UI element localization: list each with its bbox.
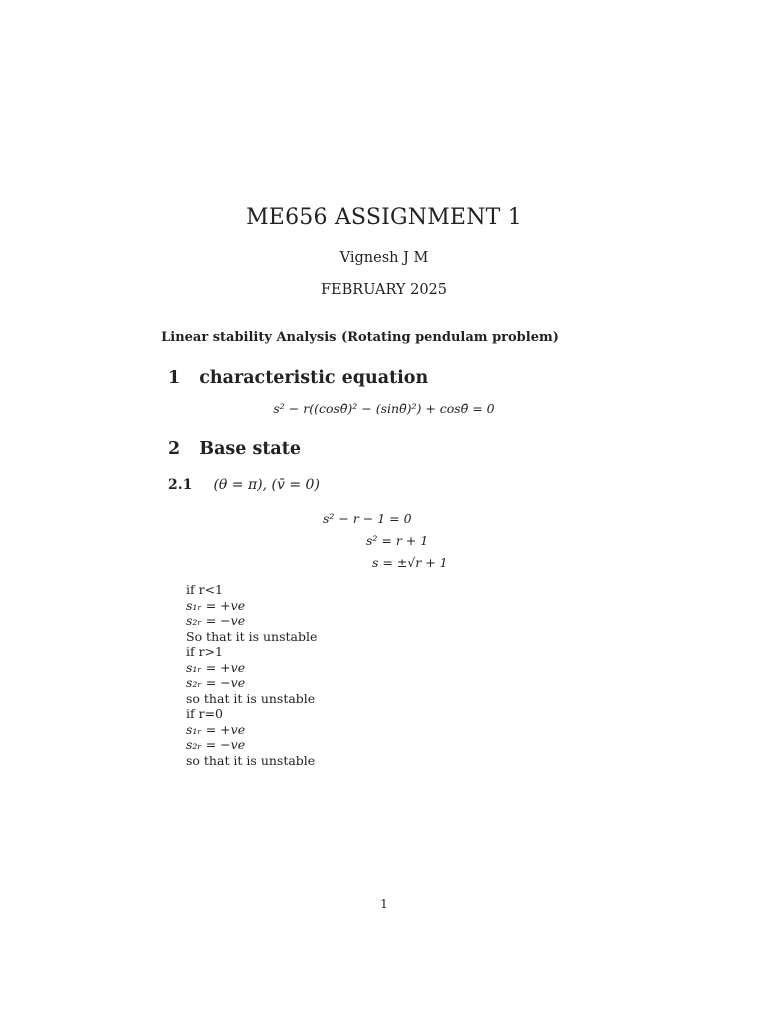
document-title: ME656 ASSIGNMENT 1 xyxy=(246,205,522,230)
subsection-2-1-heading xyxy=(168,474,320,493)
document-date: FEBRUARY 2025 xyxy=(320,282,448,298)
subsection-2-1-number: 2.1 xyxy=(168,477,193,493)
section-2-number: 2 xyxy=(168,439,181,459)
equation-3: s = ±√r + 1 xyxy=(372,555,448,570)
author-name: Vignesh J M xyxy=(339,250,429,266)
section-1-title: characteristic equation xyxy=(199,368,429,388)
abstract-heading-text: Linear stability Analysis (Rotating pendulam problem) xyxy=(161,330,559,345)
characteristic-equation: s² − r((cosθ̄)² − (sinθ̄)²) + cosθ̄ = 0 xyxy=(273,401,495,416)
page-number: 1 xyxy=(380,897,388,911)
case-1-conclusion: So that it is unstable xyxy=(186,628,318,644)
case-1-condition: if r<1 xyxy=(186,582,223,597)
section-1-number: 1 xyxy=(168,368,181,388)
case-3-s2: s₂ᵣ = −ve xyxy=(186,737,246,752)
case-2-s2: s₂ᵣ = −ve xyxy=(186,675,246,690)
section-2-heading xyxy=(168,439,301,459)
case-3-condition: if r=0 xyxy=(186,706,223,721)
subsection-2-1-title: (θ = π), (v̄ = 0) xyxy=(213,477,320,493)
case-2-conclusion: so that it is unstable xyxy=(186,690,316,706)
abstract-heading xyxy=(0,330,720,345)
equation-2: s² = r + 1 xyxy=(366,533,429,548)
case-2-s1: s₁ᵣ = +ve xyxy=(186,659,246,675)
case-3-conclusion: so that it is unstable xyxy=(186,752,316,768)
cases-block xyxy=(186,582,317,768)
equation-1: s² − r − 1 = 0 xyxy=(323,511,412,526)
case-1-s2: s₂ᵣ = −ve xyxy=(186,613,246,628)
case-2-condition: if r>1 xyxy=(186,644,223,659)
section-1-heading xyxy=(168,368,428,388)
case-1-s1: s₁ᵣ = +ve xyxy=(186,597,246,613)
section-2-title: Base state xyxy=(199,439,301,459)
case-3-s1: s₁ᵣ = +ve xyxy=(186,721,246,737)
